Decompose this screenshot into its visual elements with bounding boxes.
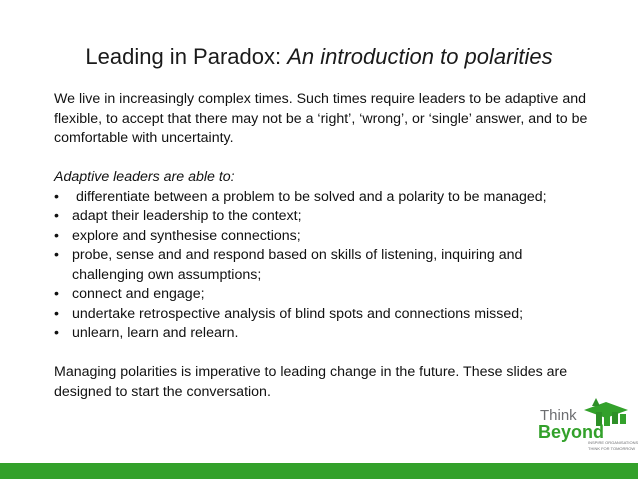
footer-bar [0,463,638,479]
capabilities-list [54,188,594,344]
list-item: • probe, sense and and respond based on skills of listening, inquiring and challenging own assumptions; [54,246,594,285]
title-italic: An introduction to polarities [287,44,553,69]
closing-paragraph: Managing polarities is imperative to leading change in the future. These slides are designed to start the conversation. [54,364,568,400]
list-item: • differentiate between a problem to be solved and a polarity to be managed; [54,188,594,208]
list-item: • undertake retrospective analysis of blind spots and connections missed; [54,305,594,325]
list-item: • connect and engage; [54,285,594,305]
title-plain: Leading in Paradox: [85,44,282,69]
think-beyond-logo [536,398,638,454]
list-item: • unlearn, learn and relearn. [54,324,594,344]
logo-word-beyond: Beyond [538,422,605,442]
logo-tagline-2: THINK FOR TOMORROW [588,446,636,451]
logo-word-think: Think [540,407,577,424]
logo-tagline-1: INSPIRE ORGANISATIONS [588,440,638,445]
list-item: • explore and synthesise connections; [54,227,594,247]
slide-body [54,90,594,402]
slide-title [0,44,638,70]
list-heading: Adaptive leaders are able to: [54,169,235,185]
list-item: • adapt their leadership to the context; [54,207,594,227]
intro-paragraph: We live in increasingly complex times. Such times require leaders to be adaptive and flexible, to accept that there may not be a ‘right’, ‘wrong’, or ‘single’ answer, and to be comfortable with uncertainty. [54,91,588,146]
